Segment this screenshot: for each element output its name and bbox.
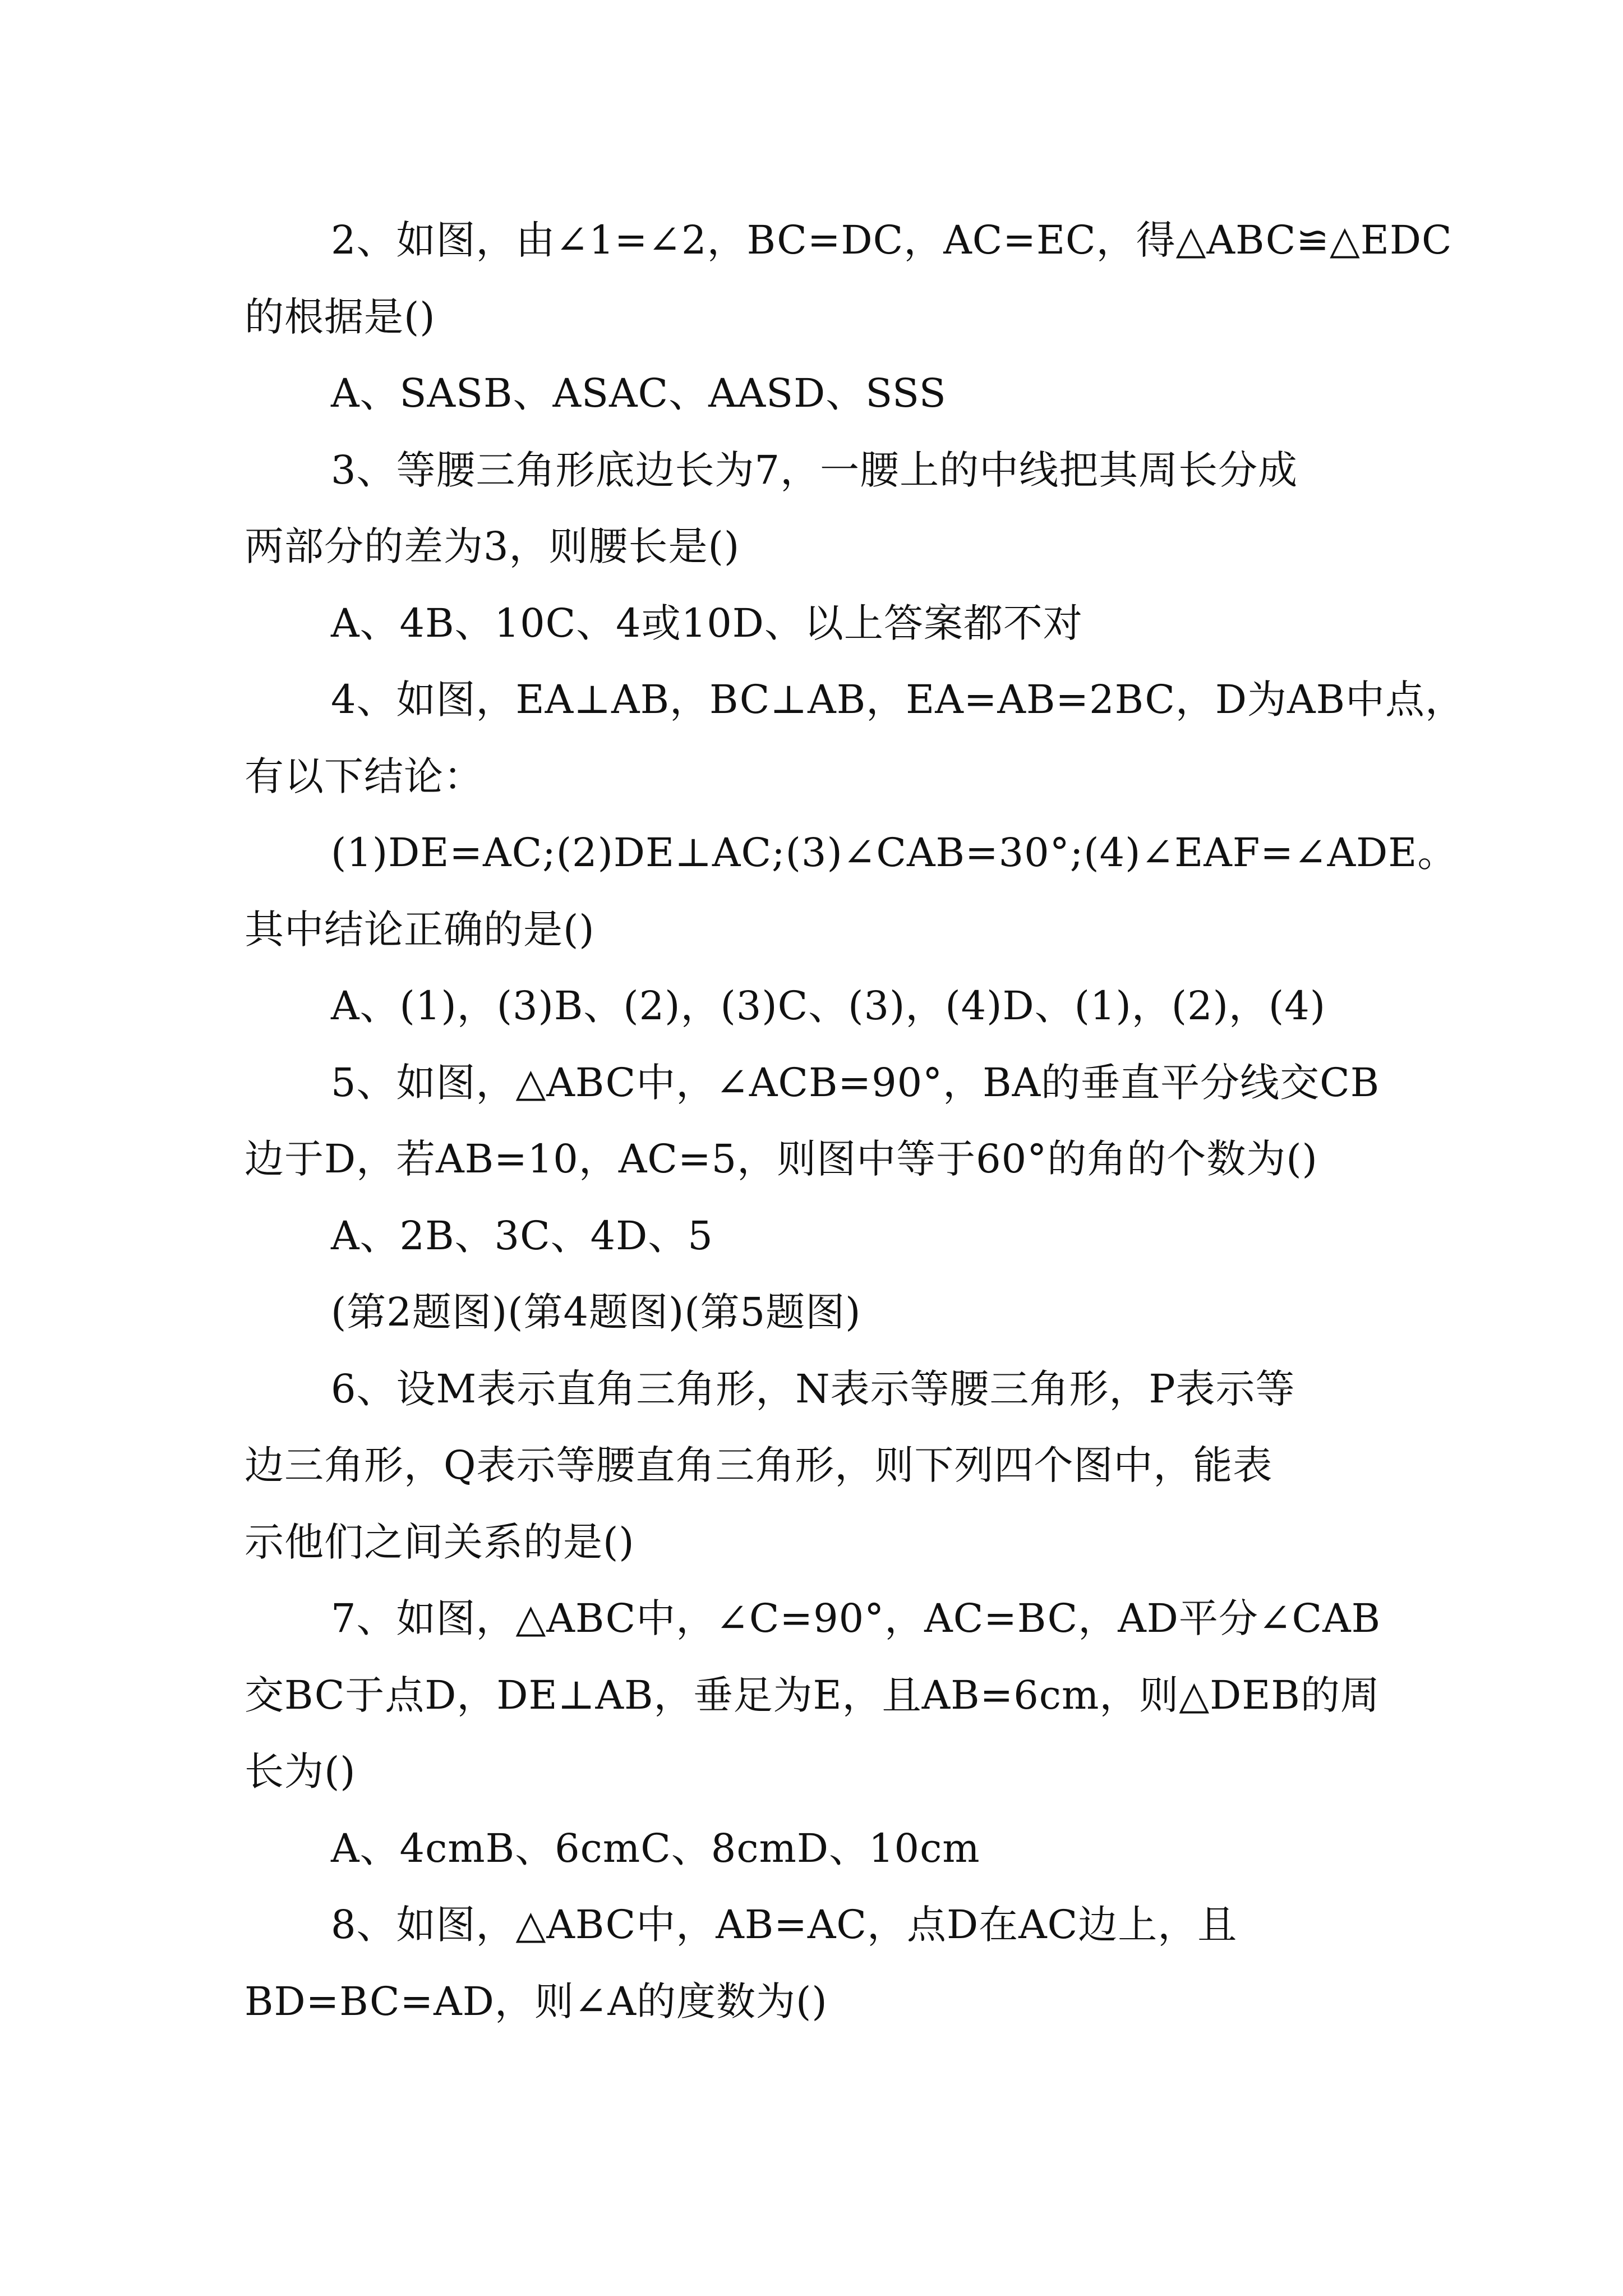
question-2-line-2: 的根据是() <box>245 293 436 340</box>
question-5-line-1: 5、如图，△ABC中，∠ACB=90°，BA的垂直平分线交CB <box>331 1059 1380 1106</box>
question-6-line-3: 示他们之间关系的是() <box>245 1519 635 1565</box>
question-7-line-3: 长为() <box>245 1749 356 1795</box>
question-4-line-2: 有以下结论： <box>245 753 483 799</box>
question-2-line-1: 2、如图，由∠1=∠2，BC=DC，AC=EC，得△ABC≌△EDC <box>331 217 1453 263</box>
question-8-line-1: 8、如图，△ABC中，AB=AC，点D在AC边上，且 <box>331 1902 1238 1948</box>
question-3-line-2: 两部分的差为3，则腰长是() <box>245 523 740 569</box>
question-4-options: A、(1)，(3)B、(2)，(3)C、(3)，(4)D、(1)，(2)，(4) <box>331 983 1326 1029</box>
question-4-line-4: 其中结论正确的是() <box>245 906 595 953</box>
question-4-conclusions: (1)DE=AC;(2)DE⊥AC;(3)∠CAB=30°;(4)∠EAF=∠ADE。 <box>331 830 1458 876</box>
question-6-line-1: 6、设M表示直角三角形，N表示等腰三角形，P表示等 <box>331 1365 1295 1412</box>
question-6-line-2: 边三角形，Q表示等腰直角三角形，则下列四个图中，能表 <box>245 1442 1273 1488</box>
question-4-line-1: 4、如图，EA⊥AB，BC⊥AB，EA=AB=2BC，D为AB中点， <box>331 677 1465 723</box>
question-7-line-1: 7、如图，△ABC中，∠C=90°，AC=BC，AD平分∠CAB <box>331 1595 1381 1641</box>
question-7-line-2: 交BC于点D，DE⊥AB，垂足为E，且AB=6cm，则△DEB的周 <box>245 1672 1380 1718</box>
question-8-line-2: BD=BC=AD，则∠A的度数为() <box>245 1978 828 2024</box>
document-text-body <box>245 202 1465 2040</box>
question-7-options: A、4cmB、6cmC、8cmD、10cm <box>331 1825 980 1871</box>
question-3-line-1: 3、等腰三角形底边长为7，一腰上的中线把其周长分成 <box>331 447 1298 493</box>
question-2-options: A、SASB、ASAC、AASD、SSS <box>331 370 947 416</box>
question-3-options: A、4B、10C、4或10D、以上答案都不对 <box>331 600 1083 646</box>
figure-captions: (第2题图)(第4题图)(第5题图) <box>331 1289 861 1335</box>
question-5-line-2: 边于D，若AB=10，AC=5，则图中等于60°的角的个数为() <box>245 1136 1318 1182</box>
question-5-options: A、2B、3C、4D、5 <box>331 1212 713 1259</box>
